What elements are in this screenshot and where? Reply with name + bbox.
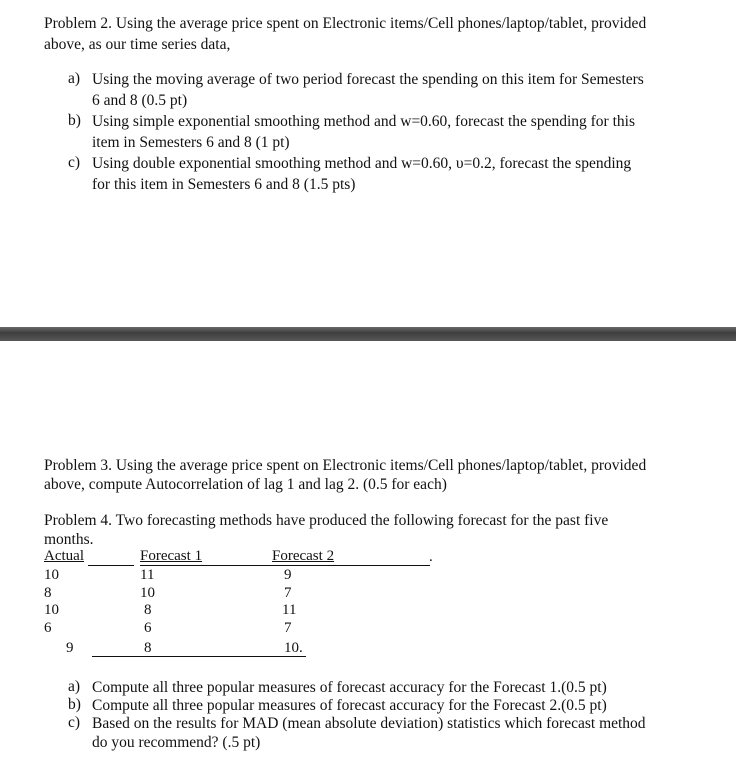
item-label: b) (68, 112, 81, 129)
problem4-heading-line1: Problem 4. Two forecasting methods have produced the following forecast for the past five (44, 512, 609, 529)
cell-forecast-1: 8 (144, 602, 152, 618)
cell-actual: 10 (44, 567, 59, 583)
item-label: c) (68, 154, 81, 171)
header-underline (140, 565, 272, 566)
cell-forecast-2: 10. (284, 640, 303, 656)
cell-actual: 6 (44, 620, 52, 636)
cell-forecast-1: 8 (144, 640, 152, 656)
cell-actual: 8 (44, 585, 52, 601)
cell-forecast-1: 10 (140, 585, 155, 601)
item-text-line2: for this item in Semesters 6 and 8 (1.5 pts) (92, 176, 356, 193)
cell-forecast-2: 7 (284, 585, 292, 601)
item-text-line1: Using simple exponential smoothing method and w=0.60, forecast the spending for this (92, 113, 635, 130)
item-label: a) (68, 70, 81, 87)
header-forecast-1: Forecast 1 (140, 548, 203, 564)
item-text-line1: Using the moving average of two period forecast the spending on this item for Semesters (92, 71, 644, 88)
item-text-line1: Using double exponential smoothing method and w=0.60, υ=0.2, forecast the spending (92, 155, 632, 172)
cell-forecast-2: 9 (284, 567, 292, 583)
item-text-line2: item in Semesters 6 and 8 (1 pt) (92, 134, 290, 151)
item-label: a) (68, 678, 81, 695)
cell-forecast-2: 7 (284, 620, 292, 636)
cell-forecast-1: 6 (144, 620, 152, 636)
problem3-heading-line2: above, compute Autocorrelation of lag 1 and lag 2. (0.5 for each) (44, 476, 447, 493)
problem3-heading-line1: Problem 3. Using the average price spent on Electronic items/Cell phones/laptop/tablet, provided (44, 457, 647, 474)
header-forecast-2: Forecast 2 (272, 548, 335, 564)
cell-forecast-2: 11 (282, 602, 297, 618)
cell-actual: 10 (44, 602, 59, 618)
item-label: b) (68, 696, 81, 713)
cell-forecast-1: 11 (140, 567, 155, 583)
item-label: c) (68, 714, 81, 731)
header-underline (272, 565, 430, 566)
item-text-line1: Compute all three popular measures of forecast accuracy for the Forecast 2.(0.5 pt) (92, 697, 607, 714)
problem2-heading-line1: Problem 2. Using the average price spent on Electronic items/Cell phones/laptop/tablet, provided (44, 15, 647, 32)
header-actual: Actual (44, 548, 84, 564)
page-divider (0, 327, 736, 341)
row-underline (92, 656, 306, 657)
header-underline (88, 565, 134, 566)
item-text-line2: do you recommend? (.5 pt) (92, 734, 261, 751)
cell-actual: 9 (66, 640, 74, 656)
item-text-line1: Compute all three popular measures of forecast accuracy for the Forecast 1.(0.5 pt) (92, 679, 607, 696)
problem4-heading-line2: months. (44, 531, 94, 548)
problem2-heading-line2: above, as our time series data, (44, 36, 231, 53)
item-text-line2: 6 and 8 (0.5 pt) (92, 92, 188, 109)
item-text-line1: Based on the results for MAD (mean absolute deviation) statistics which forecast method (92, 715, 646, 732)
header-dot: . (429, 549, 433, 565)
